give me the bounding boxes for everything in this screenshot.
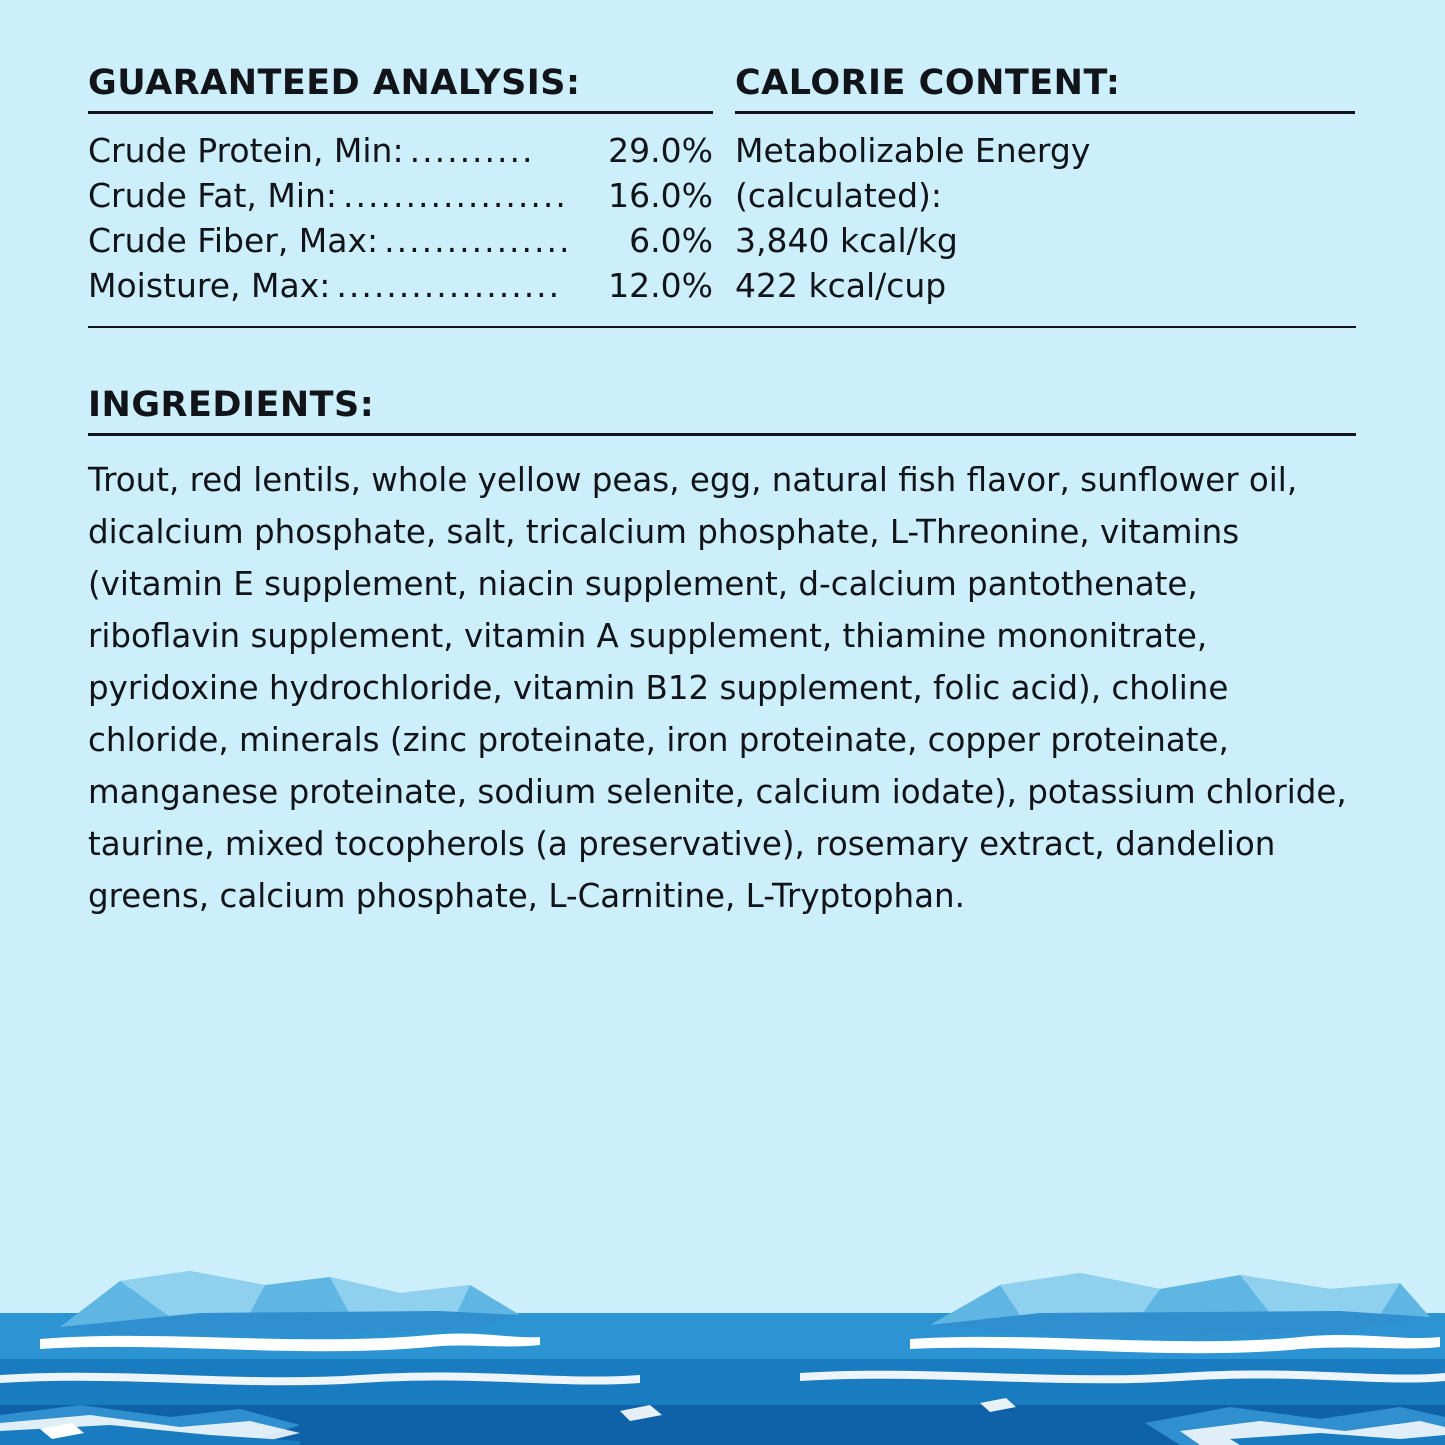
list-item: (calculated):	[735, 175, 943, 215]
ingredients-divider	[88, 433, 1356, 436]
top-sections	[88, 64, 1356, 308]
guaranteed-analysis-title: GUARANTEED ANALYSIS:	[88, 63, 581, 103]
guaranteed-analysis-list	[88, 128, 713, 309]
list-item: 422 kcal/cup	[735, 266, 947, 306]
leader-dots: ..........	[409, 130, 535, 170]
top-sections-bottom-divider	[88, 326, 1356, 328]
nutrient-label: Crude Protein, Min:	[88, 130, 404, 170]
calorie-content-divider	[735, 111, 1355, 114]
nutrient-value: 12.0%	[608, 266, 713, 306]
guaranteed-analysis-section	[88, 64, 713, 308]
leader-dots: ..................	[336, 266, 562, 306]
table-row	[88, 263, 713, 308]
calorie-content-section	[735, 64, 1355, 308]
list-item: 3,840 kcal/kg	[735, 220, 958, 260]
leader-dots: ...............	[384, 220, 572, 260]
guaranteed-analysis-divider	[88, 111, 713, 114]
table-row	[88, 173, 713, 218]
label-content	[88, 64, 1356, 922]
nutrient-value: 16.0%	[608, 175, 713, 215]
nutrient-value: 6.0%	[629, 220, 713, 260]
calorie-content-list	[735, 128, 1355, 309]
nutrient-value: 29.0%	[608, 130, 713, 170]
ingredients-text: Trout, red lentils, whole yellow peas, egg, natural fish flavor, sunflower oil, dicalcium phosphate, salt, tricalcium phosphate, L-Threonine, vitamins (vitamin E supplement, niacin supplement, d-calcium pantothenate, riboflavin supplement, vitamin A supplement, thiamine mononitrate, pyridoxine hydrochloride, vitamin B12 supplement, folic acid), choline chloride, minerals (zinc proteinate, iron proteinate, copper proteinate, manganese proteinate, sodium selenite, calcium iodate), potassium chloride, taurine, mixed tocopherols (a preservative), rosemary extract, dandelion greens, calcium phosphate, L-Carnitine, L-Tryptophan.	[88, 460, 1347, 915]
list-item: Metabolizable Energy	[735, 130, 1091, 170]
icebergs-illustration	[0, 1255, 1445, 1445]
calorie-content-title: CALORIE CONTENT:	[735, 63, 1121, 103]
table-row	[88, 218, 713, 263]
table-row	[88, 128, 713, 173]
top-sections-bottom-divider-wrap	[88, 326, 1356, 328]
ingredients-section	[88, 386, 1356, 922]
nutrient-label: Moisture, Max:	[88, 266, 331, 306]
nutrient-label: Crude Fiber, Max:	[88, 220, 379, 260]
ingredients-title: INGREDIENTS:	[88, 385, 375, 426]
leader-dots: ..................	[343, 175, 568, 215]
nutrient-label: Crude Fat, Min:	[88, 175, 338, 215]
